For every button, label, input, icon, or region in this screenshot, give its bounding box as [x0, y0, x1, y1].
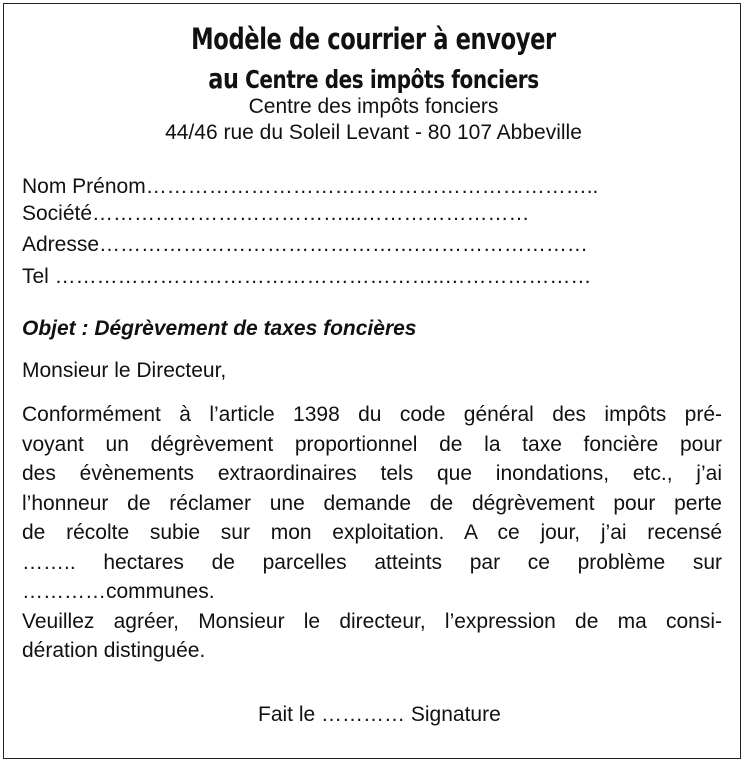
- document-title: Modèle de courrier à envoyer: [191, 22, 556, 56]
- company-field: Société………………………………...……………………: [22, 202, 530, 225]
- body-line: de récolte subie sur mon exploitation. A ce jour, j’ai recensé: [22, 521, 722, 544]
- document-subtitle: [75, 62, 673, 95]
- phone-field: Tel ………………………………………………..…………………: [22, 265, 592, 288]
- name-field: Nom Prénom………………………………………………………..: [22, 175, 599, 198]
- letter-body: [22, 400, 722, 666]
- address-field: Adresse……………………………………….……………………: [22, 233, 588, 256]
- body-line: Conformément à l’article 1398 du code général des impôts pré-: [22, 403, 722, 426]
- recipient-address: 44/46 rue du Soleil Levant - 80 107 Abbeville: [165, 121, 582, 144]
- letter-subject: Objet : Dégrèvement de taxes foncières: [22, 317, 417, 340]
- letter-closing: Fait le ………… Signature: [258, 703, 501, 726]
- letter-salutation: Monsieur le Directeur,: [22, 359, 227, 382]
- body-line: l’honneur de réclamer une demande de dégrèvement pour perte: [22, 491, 722, 515]
- body-line: des évènements extraordinaires tels que inondations, etc., j’ai: [22, 462, 722, 485]
- subtitle-rest: Centre des impôts fonciers: [238, 65, 539, 94]
- body-line: …….. hectares de parcelles atteints par ce problème sur: [22, 550, 722, 574]
- subtitle-prefix: au: [208, 62, 239, 95]
- body-line: Veuillez agréer, Monsieur le directeur, l’expression de ma consi-: [22, 609, 722, 633]
- body-line: dération distinguée.: [22, 639, 206, 662]
- body-line: voyant un dégrèvement proportionnel de la taxe foncière pour: [22, 432, 722, 456]
- body-line: …………communes.: [22, 580, 215, 603]
- recipient-name: Centre des impôts fonciers: [248, 95, 499, 118]
